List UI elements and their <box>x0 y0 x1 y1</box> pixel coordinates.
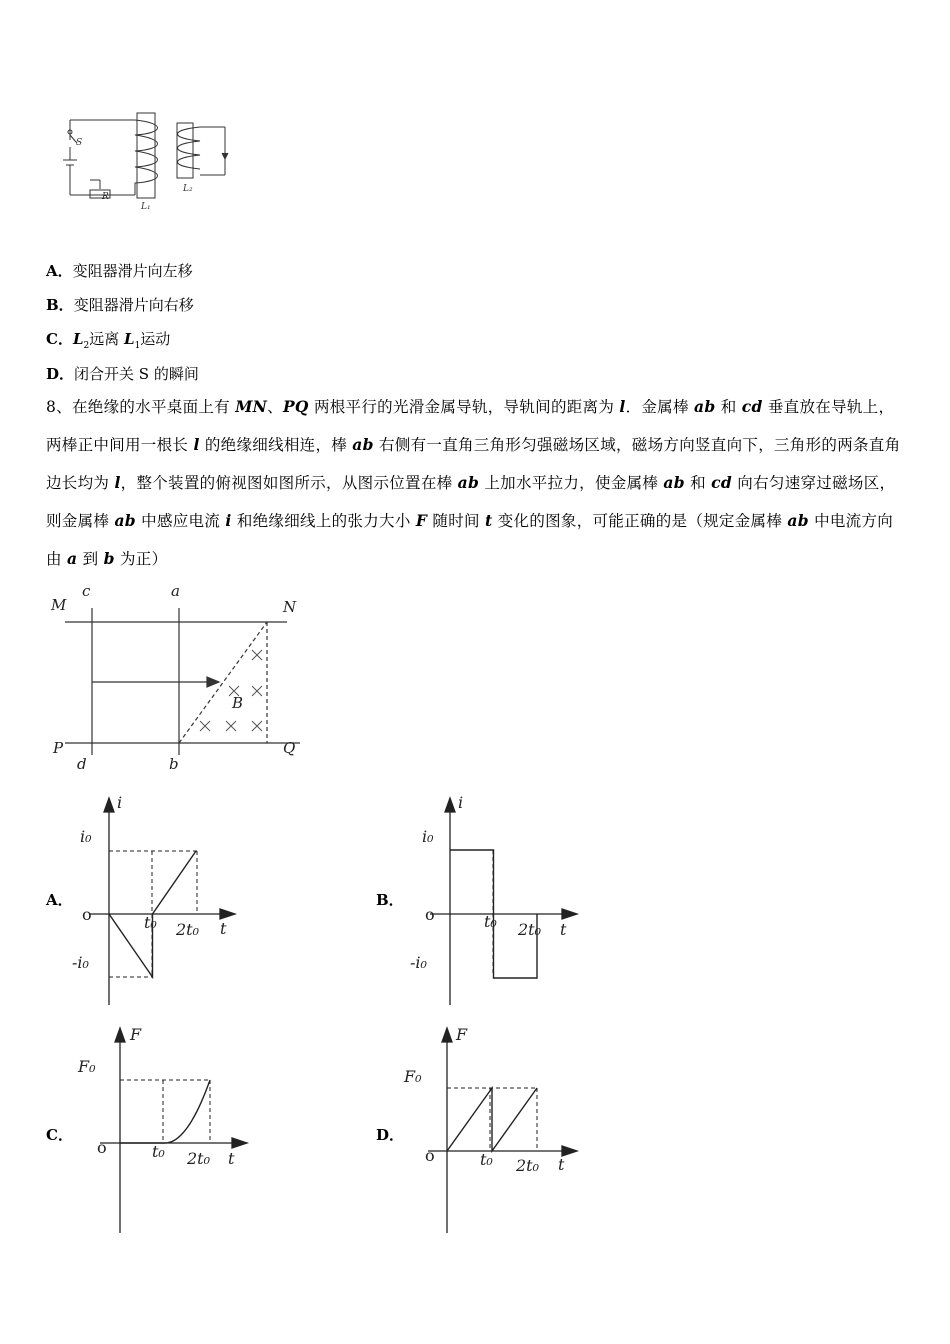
question-text: 到 <box>77 550 104 568</box>
question-text: 中感应电流 <box>135 512 226 530</box>
l-symbol: L <box>72 330 84 348</box>
option-text: 运动 <box>140 330 171 348</box>
question-text: 和 <box>715 398 742 416</box>
label-c: c <box>82 582 91 600</box>
math-symbol: MN <box>235 397 268 416</box>
setup-figure <box>45 580 315 775</box>
question-text: 和绝缘细线上的张力大小 <box>231 512 416 530</box>
question-text: 变化的图象，可能正确的是（规定金属棒 <box>492 512 788 530</box>
y-axis-label: F <box>456 1025 468 1044</box>
y-axis-label: i <box>458 793 464 812</box>
t0-label: t₀ <box>152 1142 165 1161</box>
x-axis-label: t <box>228 1149 235 1168</box>
math-symbol: cd <box>711 473 733 492</box>
subscript: 1 <box>134 341 141 351</box>
math-symbol: ab <box>663 473 685 492</box>
graph-d-letter: D． <box>376 1126 405 1144</box>
option-b <box>46 294 194 315</box>
coil2-label: L₂ <box>183 184 193 194</box>
x-axis-label: t <box>558 1155 565 1174</box>
force-line <box>120 1080 210 1143</box>
origin-label: o <box>425 1146 435 1165</box>
option-text: 闭合开关 S 的瞬间 <box>74 365 199 383</box>
t0-label: t₀ <box>480 1150 493 1169</box>
label-b-field: B <box>232 694 244 712</box>
coil1-label: L₁ <box>141 202 151 212</box>
question-text: 为正） <box>114 550 168 568</box>
t0-label: t₀ <box>484 912 497 931</box>
graph-c <box>70 1020 270 1235</box>
option-letter: A． <box>46 262 73 280</box>
math-symbol: l <box>114 473 121 492</box>
question-text: 的绝缘细线相连，棒 <box>199 436 353 454</box>
graph-a <box>70 790 270 1010</box>
option-letter: B． <box>46 296 74 314</box>
y-neg-label: -i₀ <box>410 953 427 972</box>
label-m: M <box>51 596 67 614</box>
math-symbol: i <box>225 511 232 530</box>
option-letter: D． <box>46 365 75 383</box>
option-text: 变阻器滑片向右移 <box>73 296 194 314</box>
math-symbol: ab <box>694 397 716 416</box>
question-text: 垂直放在导轨上，两棒正中间用一根长 <box>46 398 895 454</box>
label-d: d <box>77 755 87 773</box>
label-p: P <box>53 739 64 757</box>
question-text: 两根平行的光滑金属导轨，导轨间的距离为 <box>308 398 620 416</box>
question-text: 上加水平拉力，使金属棒 <box>479 474 664 492</box>
label-n: N <box>283 598 297 616</box>
label-a: a <box>171 582 180 600</box>
resistor-label: R <box>102 192 109 202</box>
question-number: 8、 <box>46 398 72 416</box>
y-neg-label: -i₀ <box>72 953 89 972</box>
question-text: 右侧有一直角三角形匀强磁场区域，磁场方向竖直向下，三角形的两条直角边长均为 <box>46 436 901 492</box>
y-axis-label: F <box>130 1025 142 1044</box>
force-line <box>447 1088 537 1151</box>
math-symbol: ab <box>457 473 480 492</box>
2t0-label: 2t₀ <box>516 1156 540 1175</box>
2t0-label: 2t₀ <box>176 920 200 939</box>
math-symbol: cd <box>741 397 763 416</box>
math-symbol: ab <box>787 511 809 530</box>
question-text: ．金属棒 <box>625 398 695 416</box>
switch-label: S <box>76 138 83 148</box>
label-q: Q <box>283 739 296 757</box>
math-symbol: l <box>193 435 200 454</box>
math-symbol: a <box>67 549 78 568</box>
origin-label: o <box>425 905 435 924</box>
x-axis-label: t <box>220 919 227 938</box>
origin-label: o <box>82 905 92 924</box>
x-axis-label: t <box>560 920 567 939</box>
origin-label: o <box>97 1138 107 1157</box>
math-symbol: F <box>415 511 428 530</box>
circuit-figure <box>55 105 255 225</box>
option-a <box>46 260 193 281</box>
graph-d <box>400 1020 600 1235</box>
graph-a-letter: A． <box>46 891 73 909</box>
option-text: 变阻器滑片向左移 <box>72 262 193 280</box>
question-text: 、 <box>267 398 283 416</box>
option-c <box>46 328 170 351</box>
subscript: 2 <box>83 341 90 351</box>
option-text: 远离 <box>89 330 125 348</box>
label-b: b <box>169 755 179 773</box>
math-symbol: l <box>619 397 626 416</box>
y-pos-label: i₀ <box>80 827 92 846</box>
math-symbol: PQ <box>282 397 309 416</box>
t0-label: t₀ <box>144 913 157 932</box>
option-letter: C． <box>46 330 73 348</box>
2t0-label: 2t₀ <box>518 920 542 939</box>
option-d <box>46 363 199 384</box>
y-pos-label: i₀ <box>422 827 434 846</box>
graph-c-letter: C． <box>46 1126 73 1144</box>
math-symbol: ab <box>352 435 374 454</box>
graph-b-letter: B． <box>376 891 404 909</box>
question-text: 和 <box>684 474 712 492</box>
y-pos-label: F₀ <box>78 1057 96 1076</box>
math-symbol: b <box>103 549 115 568</box>
math-symbol: ab <box>114 511 136 530</box>
question-8 <box>46 388 906 578</box>
question-text: 向右匀速穿过磁场区，则金属棒 <box>46 474 896 530</box>
2t0-label: 2t₀ <box>187 1149 211 1168</box>
question-text: 在绝缘的水平桌面上有 <box>71 398 236 416</box>
l-symbol: L <box>124 330 135 348</box>
math-symbol: t <box>485 511 493 530</box>
y-axis-label: i <box>117 793 123 812</box>
question-text: 中电流方向由 <box>46 512 894 568</box>
question-text: 随时间 <box>427 512 486 530</box>
graph-b <box>400 790 600 1010</box>
y-pos-label: F₀ <box>404 1067 422 1086</box>
question-text: ，整个装置的俯视图如图所示，从图示位置在棒 <box>120 474 458 492</box>
